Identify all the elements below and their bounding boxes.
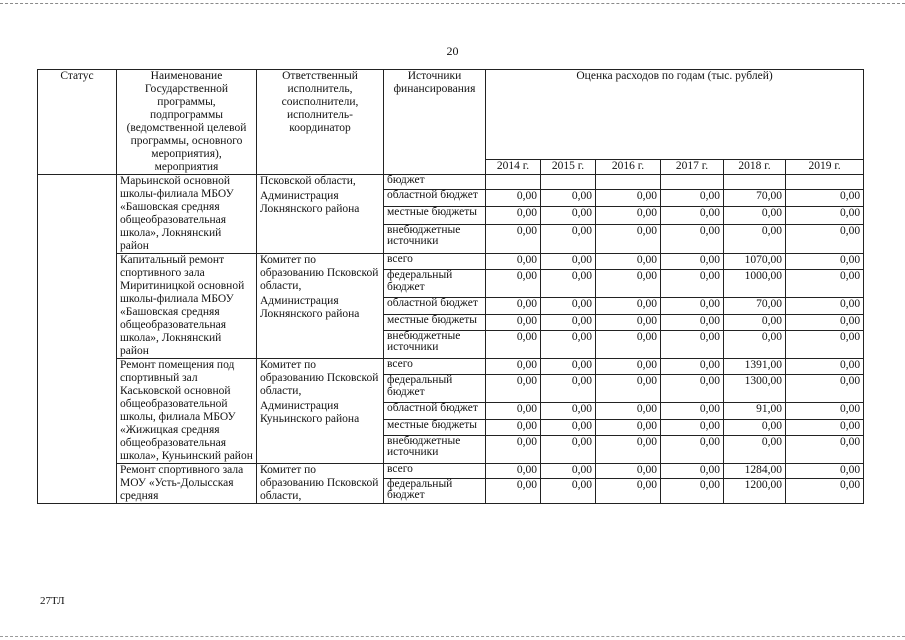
amount-cell: 0,00 xyxy=(541,330,596,358)
amount-cell: 0,00 xyxy=(786,224,864,253)
amount-cell xyxy=(596,175,661,190)
amount-cell: 0,00 xyxy=(661,270,724,298)
responsible-text: Комитет по образованию Псковской области, xyxy=(260,359,379,397)
amount-cell: 0,00 xyxy=(486,298,541,314)
responsible-cell xyxy=(257,464,384,504)
amount-cell: 0,00 xyxy=(596,435,661,463)
amount-cell: 70,00 xyxy=(724,298,786,314)
amount-cell: 0,00 xyxy=(541,190,596,207)
amount-cell: 0,00 xyxy=(596,464,661,479)
amount-cell: 0,00 xyxy=(786,314,864,330)
amount-cell: 0,00 xyxy=(596,207,661,224)
funding-source-cell: местные бюджеты xyxy=(384,419,486,435)
amount-cell: 0,00 xyxy=(661,478,724,503)
header-year: 2019 г. xyxy=(786,160,864,175)
table-row xyxy=(38,464,864,479)
amount-cell xyxy=(541,175,596,190)
amount-cell: 70,00 xyxy=(724,190,786,207)
amount-cell: 0,00 xyxy=(786,375,864,403)
amount-cell: 0,00 xyxy=(486,224,541,253)
funding-source-cell: внебюджетные источники xyxy=(384,435,486,463)
amount-cell: 0,00 xyxy=(661,403,724,419)
amount-cell: 0,00 xyxy=(541,298,596,314)
table-row xyxy=(38,175,864,190)
amount-cell: 0,00 xyxy=(486,207,541,224)
header-year: 2017 г. xyxy=(661,160,724,175)
amount-cell: 1070,00 xyxy=(724,254,786,270)
amount-cell: 0,00 xyxy=(541,419,596,435)
amount-cell: 0,00 xyxy=(786,403,864,419)
amount-cell: 0,00 xyxy=(541,314,596,330)
amount-cell: 0,00 xyxy=(596,419,661,435)
amount-cell: 0,00 xyxy=(661,359,724,375)
amount-cell: 1300,00 xyxy=(724,375,786,403)
amount-cell: 0,00 xyxy=(786,478,864,503)
amount-cell: 0,00 xyxy=(486,190,541,207)
amount-cell: 0,00 xyxy=(486,419,541,435)
amount-cell: 0,00 xyxy=(541,435,596,463)
funding-source-cell: бюджет xyxy=(384,175,486,190)
amount-cell: 0,00 xyxy=(724,224,786,253)
amount-cell: 0,00 xyxy=(786,330,864,358)
amount-cell: 0,00 xyxy=(661,190,724,207)
amount-cell: 0,00 xyxy=(661,435,724,463)
scan-bottom-edge xyxy=(0,636,905,637)
amount-cell: 0,00 xyxy=(661,464,724,479)
amount-cell: 0,00 xyxy=(486,314,541,330)
status-cell xyxy=(38,175,117,504)
amount-cell: 0,00 xyxy=(596,270,661,298)
responsible-cell xyxy=(257,359,384,464)
measure-name-cell: Марьинской основной школы-филиала МБОУ «Башовская средняя общеобразовательная школа», Локнянский район xyxy=(117,175,257,254)
amount-cell: 0,00 xyxy=(541,478,596,503)
responsible-text: Администрация Куньинского района xyxy=(260,400,360,425)
table-row xyxy=(38,254,864,270)
amount-cell xyxy=(724,175,786,190)
amount-cell xyxy=(661,175,724,190)
amount-cell: 0,00 xyxy=(486,359,541,375)
table-header-row xyxy=(38,70,864,160)
responsible-cell xyxy=(257,175,384,254)
header-year: 2018 г. xyxy=(724,160,786,175)
amount-cell: 0,00 xyxy=(661,419,724,435)
responsible-text: Комитет по образованию Псковской области, xyxy=(260,464,379,502)
amount-cell: 0,00 xyxy=(596,190,661,207)
amount-cell: 0,00 xyxy=(661,224,724,253)
amount-cell: 0,00 xyxy=(486,464,541,479)
funding-source-cell: федеральный бюджет xyxy=(384,270,486,298)
scan-top-edge xyxy=(0,3,905,4)
header-year: 2015 г. xyxy=(541,160,596,175)
measure-name-cell: Ремонт спортивного зала МОУ «Усть-Долысская средняя xyxy=(117,464,257,504)
expenses-table xyxy=(37,69,864,504)
amount-cell: 0,00 xyxy=(541,207,596,224)
table-body xyxy=(38,175,864,504)
responsible-cell xyxy=(257,254,384,359)
measure-name-cell: Ремонт помещения под спортивный зал Каськовской основной общеобразовательной школы, филиала МБОУ «Жижицкая средняя общеобразовательная школа», Куньинский район xyxy=(117,359,257,464)
amount-cell: 0,00 xyxy=(724,435,786,463)
table-row xyxy=(38,359,864,375)
amount-cell: 0,00 xyxy=(661,254,724,270)
funding-source-cell: внебюджетные источники xyxy=(384,224,486,253)
amount-cell: 0,00 xyxy=(786,419,864,435)
funding-source-cell: областной бюджет xyxy=(384,403,486,419)
amount-cell: 0,00 xyxy=(486,375,541,403)
amount-cell: 0,00 xyxy=(486,330,541,358)
header-name: Наименование Государственной программы, подпрограммы (ведомственной целевой программы, основного мероприятия), мероприятия xyxy=(117,70,257,175)
amount-cell: 0,00 xyxy=(541,254,596,270)
funding-source-cell: федеральный бюджет xyxy=(384,375,486,403)
amount-cell: 0,00 xyxy=(661,207,724,224)
amount-cell: 0,00 xyxy=(724,314,786,330)
header-year: 2014 г. xyxy=(486,160,541,175)
amount-cell: 0,00 xyxy=(596,375,661,403)
amount-cell: 1391,00 xyxy=(724,359,786,375)
funding-source-cell: федеральный бюджет xyxy=(384,478,486,503)
measure-name-cell: Капитальный ремонт спортивного зала Миритиницкой основной школы-филиала МБОУ «Башовская средняя общеобразовательная школа», Локнянский район xyxy=(117,254,257,359)
header-status: Статус xyxy=(38,70,117,175)
amount-cell: 0,00 xyxy=(786,435,864,463)
header-sources: Источники финансирования xyxy=(384,70,486,175)
amount-cell: 0,00 xyxy=(486,254,541,270)
amount-cell: 0,00 xyxy=(786,254,864,270)
responsible-text: Комитет по образованию Псковской области, xyxy=(260,254,379,292)
amount-cell: 0,00 xyxy=(661,314,724,330)
amount-cell: 0,00 xyxy=(786,190,864,207)
amount-cell: 0,00 xyxy=(596,254,661,270)
amount-cell: 0,00 xyxy=(596,314,661,330)
amount-cell: 0,00 xyxy=(541,375,596,403)
amount-cell: 0,00 xyxy=(661,330,724,358)
amount-cell: 0,00 xyxy=(786,298,864,314)
amount-cell: 1284,00 xyxy=(724,464,786,479)
amount-cell: 0,00 xyxy=(541,359,596,375)
amount-cell: 0,00 xyxy=(724,330,786,358)
amount-cell: 0,00 xyxy=(786,464,864,479)
responsible-text: Администрация Локнянского района xyxy=(260,190,360,215)
funding-source-cell: местные бюджеты xyxy=(384,314,486,330)
amount-cell: 0,00 xyxy=(596,359,661,375)
footer-code: 27ТЛ xyxy=(40,595,65,607)
amount-cell: 0,00 xyxy=(724,207,786,224)
amount-cell: 0,00 xyxy=(486,478,541,503)
responsible-text: Администрация Локнянского района xyxy=(260,295,360,320)
amount-cell: 1000,00 xyxy=(724,270,786,298)
amount-cell: 1200,00 xyxy=(724,478,786,503)
amount-cell: 0,00 xyxy=(486,270,541,298)
funding-source-cell: внебюджетные источники xyxy=(384,330,486,358)
amount-cell: 0,00 xyxy=(724,419,786,435)
amount-cell: 0,00 xyxy=(486,435,541,463)
amount-cell: 0,00 xyxy=(661,375,724,403)
header-responsible: Ответственный исполнитель, соисполнители, исполнитель-координатор xyxy=(257,70,384,175)
amount-cell: 0,00 xyxy=(596,330,661,358)
header-costs: Оценка расходов по годам (тыс. рублей) xyxy=(486,70,864,160)
funding-source-cell: всего xyxy=(384,464,486,479)
amount-cell: 0,00 xyxy=(786,359,864,375)
page-number: 20 xyxy=(446,44,459,58)
amount-cell: 0,00 xyxy=(541,464,596,479)
amount-cell xyxy=(486,175,541,190)
amount-cell: 0,00 xyxy=(596,478,661,503)
funding-source-cell: областной бюджет xyxy=(384,298,486,314)
responsible-text: Псковской области, xyxy=(260,175,356,187)
amount-cell: 0,00 xyxy=(786,207,864,224)
amount-cell: 0,00 xyxy=(541,270,596,298)
funding-source-cell: областной бюджет xyxy=(384,190,486,207)
amount-cell: 0,00 xyxy=(661,298,724,314)
amount-cell: 0,00 xyxy=(541,403,596,419)
funding-source-cell: местные бюджеты xyxy=(384,207,486,224)
amount-cell: 91,00 xyxy=(724,403,786,419)
amount-cell: 0,00 xyxy=(786,270,864,298)
header-year: 2016 г. xyxy=(596,160,661,175)
amount-cell xyxy=(786,175,864,190)
amount-cell: 0,00 xyxy=(541,224,596,253)
amount-cell: 0,00 xyxy=(596,224,661,253)
funding-source-cell: всего xyxy=(384,254,486,270)
funding-source-cell: всего xyxy=(384,359,486,375)
amount-cell: 0,00 xyxy=(596,298,661,314)
amount-cell: 0,00 xyxy=(486,403,541,419)
amount-cell: 0,00 xyxy=(596,403,661,419)
